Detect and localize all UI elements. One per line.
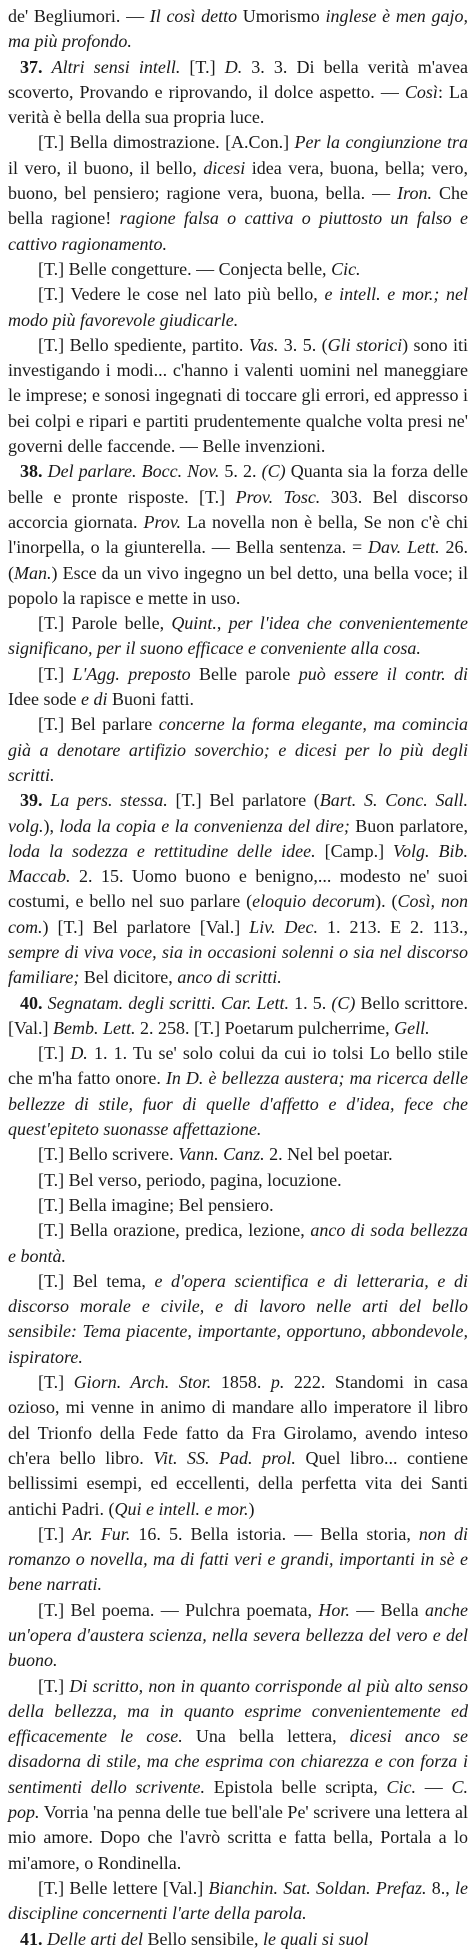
italic-text: Cic. (331, 258, 361, 279)
text-run: Epistola belle scripta, (204, 1776, 387, 1797)
italic-text: (C) (331, 992, 356, 1013)
section-number: 41. (20, 1928, 43, 1949)
italic-text: Iron. (397, 183, 432, 204)
text-run: Quanta sia la forza delle belle e pronte risposte. [T.] (8, 461, 468, 507)
italic-text: Bianchin. Sat. Soldan. Prefaz. (208, 1877, 427, 1898)
italic-text: Vit. SS. Pad. prol. (153, 1447, 296, 1468)
italic-text: dicesi (203, 157, 246, 178)
text-run: [T.] Parole belle, (38, 613, 172, 634)
text-run: ) sono iti investigando i modi... c'hanno i valenti uomini nel maneggiare le imprese; e sonosi ingegnati di toccare gli errori, ed appresso i bei colpi e ripari e partiti prudentemente qualche volta presi ne' governi delle faccende. — Belle invenzioni. (8, 334, 468, 457)
text-run: Buoni fatti. (107, 689, 194, 710)
text-run: 222. Standomi in casa ozioso, mi venne in animo di mandare allo imperatore il libro del Trionfo della Fede fatto da Fra Girolamo, avendo inteso ch'era bello libro. (8, 1372, 468, 1468)
italic-text: Vas. (248, 334, 279, 355)
entry-paragraph (8, 1168, 468, 1193)
text-run: [T.] Bel verso, periodo, pagina, locuzione. (38, 1169, 342, 1190)
italic-text: Bart. S. Conc. Sall. volg. (8, 790, 469, 836)
text-run: ) [T.] Bel parlatore [Val.] (42, 916, 250, 937)
text-run: 26. ( (8, 537, 468, 583)
italic-text: anco di soda bellezza e bontà. (8, 1220, 468, 1266)
section-number: 40. (20, 992, 43, 1013)
text-run: [Camp.] (315, 840, 394, 861)
text-run: Quel libro... contiene bellissimi esempi, ed eccellenti, della perfetta vita dei Santi antichi Padri. ( (8, 1447, 468, 1519)
text-run: il vero, il buono, il bello, (8, 157, 204, 178)
entry-paragraph (8, 1142, 468, 1167)
text-run: [T.] Belle lettere [Val.] (38, 1877, 209, 1898)
italic-text: In D. è bellezza austera; ma ricerca delle bellezze di stile, fuor di quelle d'affetto e d'idea, fece che quest'epiteto suonasse affettazione. (8, 1068, 468, 1140)
entry-paragraph (8, 1598, 468, 1674)
italic-text: Hor. (318, 1599, 350, 1620)
entry-paragraph (8, 712, 468, 788)
italic-text: non di romanzo o novella, ma di fatti veri e grandi, importanti in sè e bene narrati. (8, 1523, 468, 1595)
italic-text: Ar. Fur. (72, 1523, 131, 1544)
italic-text: Altri sensi intell. (51, 56, 181, 77)
italic-text: inglese è men gajo, ma più profondo. (8, 6, 468, 52)
entry-paragraph (8, 611, 468, 662)
text-run: 1. 5. (289, 992, 332, 1013)
text-run: 2. 258. [T.] Poetarum pulcherrime, (135, 1017, 395, 1038)
italic-text: ragione falsa o cattiva o piuttosto un falso e cattivo ragionamento. (8, 208, 468, 254)
continued-text (8, 4, 468, 55)
italic-text: L'Agg. preposto (72, 663, 191, 684)
numbered-section (8, 55, 468, 131)
italic-text: Del parlare. (47, 461, 137, 482)
text-run: de' Begliumori. — (8, 6, 150, 26)
italic-text: Qui e intell. e mor. (114, 1498, 249, 1519)
italic-text: dicesi anco se disadorna di stile, ma che esprima con chiarezza e con forza i sentimenti dello scrivente. (8, 1726, 469, 1797)
italic-text: (C) (261, 461, 286, 482)
italic-text: Man. (14, 562, 52, 583)
text-run: — (415, 1776, 452, 1797)
entry-paragraph (8, 130, 468, 256)
italic-text: Dav. Lett. (368, 537, 440, 558)
italic-text: e di (80, 689, 108, 710)
text-run: 5. 2. (219, 461, 262, 482)
italic-text: Prov. (143, 511, 181, 532)
italic-text: e d'opera scientifica e di letteraria, e di discorso morale e civile, e di lavoro nelle arti del bello sensibile: (8, 1270, 468, 1342)
italic-text: le discipline concernenti l'arte della parola. (8, 1877, 468, 1924)
entry-paragraph (8, 1674, 468, 1876)
text-run: , (216, 613, 229, 634)
text-run: Bello scrittore. [Val.] (8, 992, 469, 1038)
text-run: [T.] Bella imagine; Bel pensiero. (38, 1194, 274, 1215)
text-run: Bello sensibile, (142, 1928, 263, 1949)
text-run: 1. 1. Tu se' solo colui da cui io tolsi Lo bello stile che m'ha fatto onore. (8, 1043, 468, 1089)
text-run (43, 57, 52, 77)
text-run: 16. 5. Bella istoria. — Bella storia, (130, 1523, 419, 1544)
entry-paragraph (8, 1269, 468, 1370)
italic-text: C. pop. (8, 1776, 469, 1823)
italic-text: Bocc. Nov. (141, 461, 220, 482)
numbered-section (8, 788, 468, 990)
text-run: [T.] Vedere le cose nel lato più bello, (38, 284, 325, 305)
text-run: Bel dicitore, (79, 967, 178, 988)
entry-paragraph (8, 1876, 468, 1927)
italic-text: D. (224, 56, 243, 77)
entry-paragraph (8, 662, 468, 713)
italic-text: anco di scritti. (177, 967, 282, 988)
italic-text: Così (404, 81, 438, 102)
text-run: [T.] Bella dimostrazione. [A.Con.] (38, 132, 295, 153)
italic-text: Gli storici (327, 334, 403, 355)
italic-text: p. (270, 1372, 285, 1393)
text-run: [T.] Belle congetture. — Conjecta belle, (38, 258, 332, 279)
text-run: [T.] (38, 663, 73, 684)
italic-text: Di scritto, non in quanto corrisponde al più alto senso della bellezza, ma in quanto esprime convenientemente ed efficacemente le cose. (8, 1675, 468, 1747)
italic-text: Delle arti del (47, 1928, 143, 1949)
italic-text: e intell. e mor.; nel modo più favorevole giudicarle. (8, 284, 468, 330)
text-run: Umorismo (237, 6, 326, 26)
text-run: Una bella lettera, (182, 1726, 350, 1747)
italic-text: per l'idea che convenientemente significano, per il suono efficace e conveniente alla cosa. (8, 613, 468, 659)
italic-text: La pers. stessa. (50, 790, 168, 811)
italic-text: Segnatam. degli scritti. (47, 992, 216, 1013)
text-run: 1858. (211, 1372, 271, 1393)
text-run: idea vera, buona, bella; vero, buono, bel pensiero; ragione vera, buona, bella. — (8, 157, 469, 204)
text-run: [T.] Bello spediente, partito. (38, 334, 249, 355)
italic-text: Bemb. Lett. (52, 1017, 136, 1038)
entry-paragraph (8, 1370, 468, 1522)
text-run: 2. 15. Uomo buono e benigno,... modesto ne' suoi costumi, e bello nel suo parlare ( (8, 866, 468, 912)
italic-text: Car. Lett. (220, 992, 290, 1013)
text-run: [T.] Bella orazione, predica, lezione, (38, 1220, 311, 1241)
italic-text: Tema piacente, importante, opportuno, abbondevole, ispiratore. (8, 1321, 468, 1367)
text-run: [T.] Bello scrivere. (38, 1144, 179, 1165)
text-run: ), (43, 815, 60, 836)
italic-text: concerne la forma elegante, ma comincia già a denotare artifizio soverchio; e dicesi per lo più degli scritti. (8, 714, 468, 785)
section-number: 37. (20, 56, 43, 77)
italic-text: Gell. (394, 1017, 430, 1038)
text-run: Belle parole (190, 663, 299, 684)
italic-text: eloquio decorum (252, 891, 376, 912)
text-run: [T.] Bel parlare (38, 714, 159, 735)
text-run: [T.] Bel poema. — Pulchra poemata, (38, 1599, 319, 1620)
italic-text: Liv. Dec. (249, 916, 318, 937)
text-run: ) (248, 1498, 255, 1519)
numbered-section (8, 991, 468, 1042)
numbered-section (8, 1927, 468, 1952)
entry-paragraph (8, 1041, 468, 1142)
text-run: 3. 5. ( (278, 334, 328, 355)
text-run: 2. Nel bel poetar. (264, 1144, 393, 1165)
italic-text: Il così detto (149, 6, 238, 26)
text-run: 8., (426, 1877, 455, 1898)
italic-text: Volg. Bib. Maccab. (8, 840, 469, 887)
italic-text: Cic. (386, 1776, 416, 1797)
italic-text: Così, non com. (8, 891, 468, 937)
text-run: 303. Bel discorso accorcia giornata. (8, 486, 468, 532)
text-run: ) Esce da un vivo ingegno un bel detto, una bella voce; il popolo la rapisce e mette in uso. (8, 562, 468, 608)
text-run: La novella non è bella, Se non c'è chi l'inorpella, o la giunterella. — Bella sentenza. = (8, 511, 468, 558)
italic-text: Quint. (171, 613, 217, 634)
italic-text: Vann. Canz. (178, 1144, 265, 1165)
italic-text: loda la sodezza e rettitudine delle idee. (8, 840, 316, 861)
text-run: Che bella ragione! (8, 183, 468, 229)
text-run: [T.] (38, 1372, 74, 1393)
entry-paragraph (8, 333, 468, 459)
section-number: 39. (20, 790, 43, 811)
text-run: [T.] Bel tema, (38, 1270, 155, 1291)
entry-paragraph (8, 257, 468, 282)
text-run: Buon parlatore, (349, 815, 468, 836)
italic-text: loda la copia e la convenienza del dire; (59, 815, 350, 836)
text-run: — Bella (349, 1599, 426, 1620)
text-run: [T.] (38, 1523, 73, 1544)
italic-text: sempre di viva voce, sia in occasioni solenni o sia nel discorso familiare; (8, 941, 468, 988)
text-run: [T.] (38, 1675, 70, 1696)
italic-text: D. (70, 1043, 88, 1064)
italic-text: può essere il contr. di (298, 663, 468, 684)
text-run: 1. 213. E 2. 113., (317, 916, 468, 937)
text-run: 3. 3. Di bella verità m'avea scoverto, Provando e riprovando, il dolce aspetto. — (8, 56, 469, 102)
text-run: [T.] (180, 56, 225, 77)
entry-paragraph (8, 1218, 468, 1269)
italic-text: anche un'opera d'austera scienza, nella severa bellezza del vero e del buono. (8, 1599, 468, 1671)
italic-text: le quali si suol (262, 1928, 369, 1949)
text-run: : La verità è bella della sua propria luce. (8, 81, 468, 128)
section-number: 38. (20, 461, 43, 482)
italic-text: Prov. Tosc. (235, 486, 321, 507)
text-run: [T.] (38, 1043, 71, 1064)
text-run: Idee sode (8, 689, 81, 710)
entry-paragraph (8, 282, 468, 333)
entry-paragraph (8, 1193, 468, 1218)
text-run: [T.] Bel parlatore ( (167, 790, 320, 811)
text-run: ). ( (375, 891, 398, 912)
italic-text: Giorn. Arch. Stor. (73, 1372, 212, 1393)
italic-text: Per la congiunzione tra (294, 132, 468, 153)
entry-paragraph (8, 1522, 468, 1598)
text-run: Vorria 'na penna delle tue bell'ale Pe' scrivere una lettera al mio amore. Dopo che l'avrò scritta e fatta bella, Portala a lo mi'amore, o Rondinella. (8, 1802, 468, 1873)
numbered-section (8, 459, 468, 611)
